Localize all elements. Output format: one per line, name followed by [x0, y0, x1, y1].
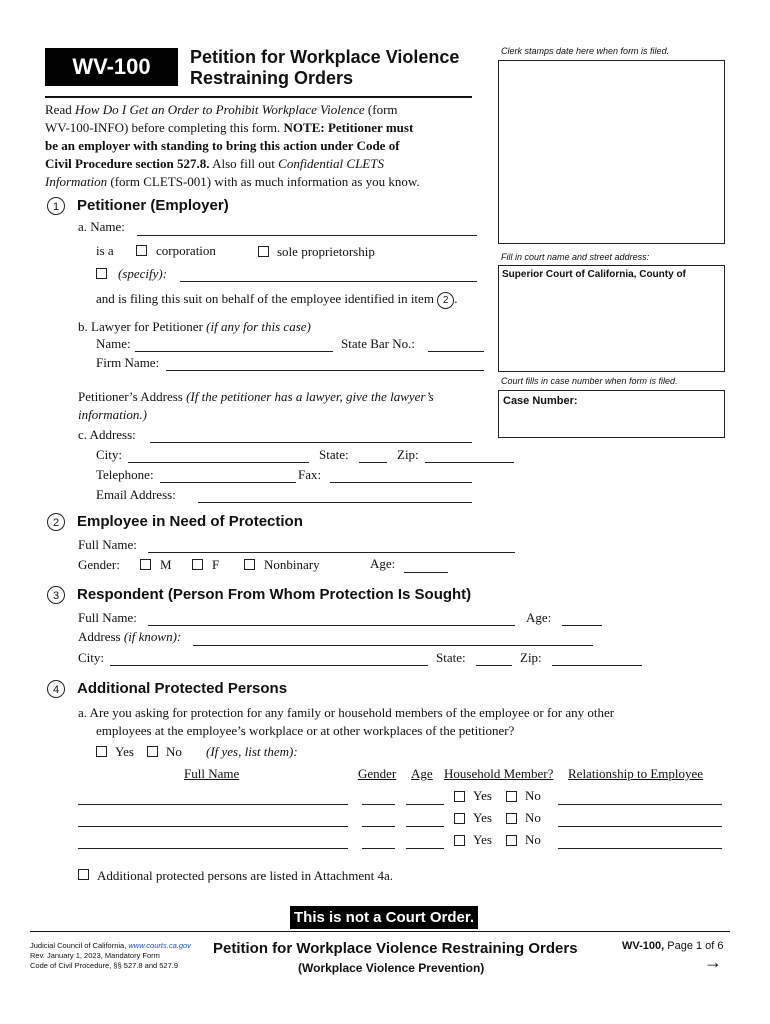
is-a-label: is a: [96, 243, 114, 258]
person-2-age-field[interactable]: [406, 826, 444, 827]
court-name-value: Superior Court of California, County of: [502, 269, 686, 280]
sole-proprietorship-checkbox[interactable]: [258, 246, 269, 257]
person-3-household-no-checkbox[interactable]: [506, 835, 517, 846]
section-4-number: 4: [47, 680, 65, 698]
firm-name-field[interactable]: [166, 370, 484, 371]
person-3-household-yes-checkbox[interactable]: [454, 835, 465, 846]
city-label: City:: [96, 447, 123, 462]
form-code-badge: WV-100: [45, 48, 178, 86]
case-number-label: Case Number:: [503, 395, 578, 407]
section-1-title: Petitioner (Employer): [77, 197, 229, 214]
if-yes-list-label: (If yes, list them):: [206, 744, 298, 759]
lawyer-name-field[interactable]: [135, 351, 333, 352]
respondent-name-field[interactable]: [148, 625, 515, 626]
fax-field[interactable]: [330, 482, 472, 483]
section-2-number: 2: [47, 513, 65, 531]
col-gender: Gender: [358, 766, 397, 781]
gender-m-checkbox[interactable]: [140, 559, 151, 570]
footer-page-number: WV-100, Page 1 of 6: [622, 940, 724, 952]
respondent-age-field[interactable]: [562, 625, 602, 626]
attachment-4a-checkbox[interactable]: [78, 869, 89, 880]
col-full-name: Full Name: [184, 766, 240, 781]
respondent-age-label: Age:: [526, 610, 552, 625]
header-rule: [45, 96, 472, 98]
respondent-zip-label: Zip:: [520, 650, 542, 665]
person-2-name-field[interactable]: [78, 826, 348, 827]
footer-citation: Judicial Council of California, www.courts.ca.gov Rev. January 1, 2023, Mandatory Form Code of Civil Procedure, §§ 527.8 and 527.9: [30, 941, 191, 970]
employee-age-label: Age:: [370, 556, 396, 571]
case-number-box[interactable]: [498, 390, 725, 438]
respondent-name-label: Full Name:: [78, 610, 137, 625]
person-2-yes-label: Yes: [473, 810, 492, 825]
person-2-gender-field[interactable]: [362, 826, 395, 827]
footer-form-title: Petition for Workplace Violence Restraining Orders: [213, 940, 578, 957]
filing-on-behalf-text: and is filing this suit on behalf of the employee identified in item 2 .: [96, 291, 457, 309]
person-1-no-label: No: [525, 788, 541, 803]
section-1-number: 1: [47, 197, 65, 215]
court-name-label: Fill in court name and street address:: [501, 252, 650, 262]
petitioner-name-label: a. Name:: [78, 219, 125, 234]
respondent-state-field[interactable]: [476, 665, 512, 666]
state-bar-field[interactable]: [428, 351, 484, 352]
person-1-age-field[interactable]: [406, 804, 444, 805]
city-field[interactable]: [128, 462, 309, 463]
address-field[interactable]: [150, 442, 472, 443]
additional-no-checkbox[interactable]: [147, 746, 158, 757]
corporation-label: corporation: [156, 243, 216, 258]
employee-gender-label: Gender:: [78, 557, 120, 572]
person-1-household-yes-checkbox[interactable]: [454, 791, 465, 802]
email-field[interactable]: [198, 502, 472, 503]
email-label: Email Address:: [96, 487, 176, 502]
gender-m-label: M: [160, 557, 172, 572]
person-3-gender-field[interactable]: [362, 848, 395, 849]
specify-label: (specify):: [118, 266, 168, 281]
next-page-arrow-icon[interactable]: →: [704, 952, 722, 972]
additional-question-line1: a. Are you asking for protection for any family or household members of the employee or for any other: [78, 705, 615, 720]
other-entity-checkbox[interactable]: [96, 268, 107, 279]
firm-name-label: Firm Name:: [96, 355, 160, 370]
person-1-gender-field[interactable]: [362, 804, 395, 805]
gender-f-label: F: [212, 557, 220, 572]
telephone-field[interactable]: [160, 482, 296, 483]
person-3-relationship-field[interactable]: [558, 848, 722, 849]
person-2-household-yes-checkbox[interactable]: [454, 813, 465, 824]
respondent-city-field[interactable]: [110, 665, 428, 666]
telephone-label: Telephone:: [96, 467, 154, 482]
intro-paragraph: Read How Do I Get an Order to Prohibit Workplace Violence (form WV-100-INFO) before completing this form. NOTE: Petitioner must be an employer with standing to bring this action under Code of Civil Procedure section 527.8. Also fill out Confidential CLETS Information (form CLETS-001) with as much information as you know.: [45, 102, 420, 189]
person-3-age-field[interactable]: [406, 848, 444, 849]
person-2-no-label: No: [525, 810, 541, 825]
person-3-no-label: No: [525, 832, 541, 847]
respondent-zip-field[interactable]: [552, 665, 642, 666]
person-3-name-field[interactable]: [78, 848, 348, 849]
fax-label: Fax:: [298, 467, 322, 482]
lawyer-heading: b. Lawyer for Petitioner (if any for this case): [78, 319, 311, 334]
gender-f-checkbox[interactable]: [192, 559, 203, 570]
person-2-household-no-checkbox[interactable]: [506, 813, 517, 824]
person-1-name-field[interactable]: [78, 804, 348, 805]
person-3-yes-label: Yes: [473, 832, 492, 847]
courts-website-link[interactable]: www.courts.ca.gov: [128, 941, 191, 950]
sole-proprietorship-label: sole proprietorship: [277, 244, 375, 259]
footer-form-subtitle: (Workplace Violence Prevention): [298, 961, 485, 975]
zip-label: Zip:: [397, 447, 419, 462]
section-3-number: 3: [47, 586, 65, 604]
additional-question-line2: employees at the employee’s workplace or at other workplaces of the petitioner?: [96, 723, 515, 738]
section-4-title: Additional Protected Persons: [77, 680, 288, 697]
person-1-yes-label: Yes: [473, 788, 492, 803]
col-age: Age: [411, 766, 433, 781]
person-1-household-no-checkbox[interactable]: [506, 791, 517, 802]
respondent-address-label: Address (if known):: [78, 629, 182, 644]
state-field[interactable]: [359, 462, 387, 463]
additional-yes-checkbox[interactable]: [96, 746, 107, 757]
address-label: c. Address:: [78, 427, 136, 442]
petitioner-name-field[interactable]: [137, 235, 477, 236]
attachment-4a-label: Additional protected persons are listed in Attachment 4a.: [97, 868, 394, 883]
person-1-relationship-field[interactable]: [558, 804, 722, 805]
corporation-checkbox[interactable]: [136, 245, 147, 256]
item-2-reference: 2: [437, 292, 454, 309]
section-2-title: Employee in Need of Protection: [77, 513, 303, 530]
clerk-stamp-label: Clerk stamps date here when form is filed.: [501, 46, 670, 56]
respondent-address-field[interactable]: [193, 645, 593, 646]
lawyer-name-label: Name:: [96, 336, 131, 351]
footer-rule: [30, 931, 730, 932]
col-household: Household Member?: [444, 766, 554, 781]
state-label: State:: [319, 447, 349, 462]
employee-name-field[interactable]: [148, 552, 515, 553]
respondent-state-label: State:: [436, 650, 466, 665]
employee-name-label: Full Name:: [78, 537, 137, 552]
zip-field[interactable]: [425, 462, 514, 463]
form-title-line1: Petition for Workplace Violence: [190, 47, 460, 67]
case-number-hint: Court fills in case number when form is filed.: [501, 376, 678, 386]
gender-nonbinary-checkbox[interactable]: [244, 559, 255, 570]
petitioner-address-note: Petitioner’s Address (If the petitioner has a lawyer, give the lawyer’s information.): [78, 389, 434, 422]
section-3-title: Respondent (Person From Whom Protection Is Sought): [77, 586, 472, 603]
person-2-relationship-field[interactable]: [558, 826, 722, 827]
additional-yes-label: Yes: [115, 744, 134, 759]
additional-no-label: No: [166, 744, 182, 759]
col-relationship: Relationship to Employee: [568, 766, 704, 781]
state-bar-label: State Bar No.:: [341, 336, 416, 351]
not-court-order-banner: This is not a Court Order.: [290, 906, 478, 929]
gender-nonbinary-label: Nonbinary: [264, 557, 320, 572]
court-name-box[interactable]: [498, 265, 725, 372]
employee-age-field[interactable]: [404, 572, 448, 573]
specify-field[interactable]: [180, 281, 477, 282]
clerk-stamp-box[interactable]: [498, 60, 725, 244]
respondent-city-label: City:: [78, 650, 105, 665]
form-title-line2: Restraining Orders: [190, 68, 354, 88]
